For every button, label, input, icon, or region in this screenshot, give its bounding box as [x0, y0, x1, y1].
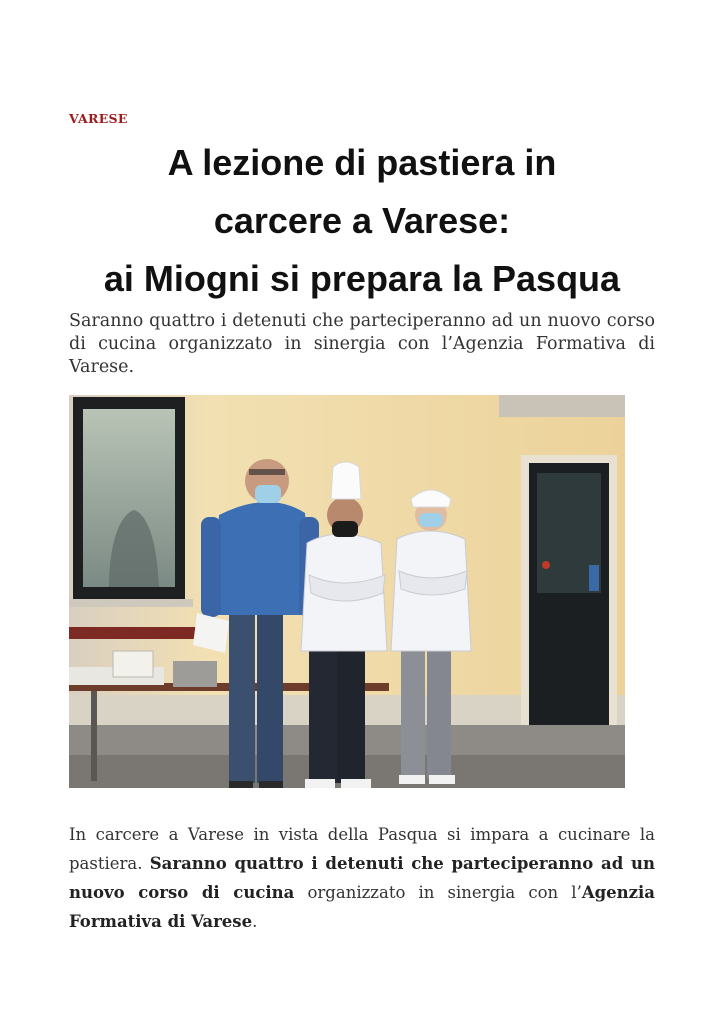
headline-line-2: carcere a Varese:	[213, 200, 511, 241]
body-part-2: organizzato in sinergia con l’	[294, 883, 582, 902]
door-sticker	[542, 561, 550, 569]
bench-back	[69, 627, 209, 639]
article-headline	[60, 134, 664, 308]
article-lede: Saranno quattro i detenuti che parteciperanno ad un nuovo corso di cucina organizzato in sinergia con l’Agenzia Formativa di Varese.	[69, 311, 655, 377]
window-sill	[69, 599, 193, 607]
pot	[173, 661, 217, 687]
door-sign	[589, 565, 599, 591]
body-bold-1: Saranno quattro i detenuti che parteciperanno ad un nuovo corso di cucina	[69, 854, 655, 902]
container-white	[113, 651, 153, 677]
body-bold-2: Agenzia Formativa di Varese	[69, 883, 655, 931]
table-leg-left	[91, 691, 97, 781]
body-part-1: In carcere a Varese in vista della Pasqua si impara a cucinare la pastiera.	[69, 825, 655, 873]
headline-line-3: ai Miogni si prepara la Pasqua	[103, 258, 621, 299]
category-label[interactable]: VARESE	[69, 111, 128, 126]
roof-eave	[499, 395, 625, 417]
headline-line-1: A lezione di pastiera in	[167, 142, 557, 183]
body-part-3: .	[252, 912, 258, 931]
article-body	[69, 820, 655, 936]
article-photo	[69, 395, 625, 788]
